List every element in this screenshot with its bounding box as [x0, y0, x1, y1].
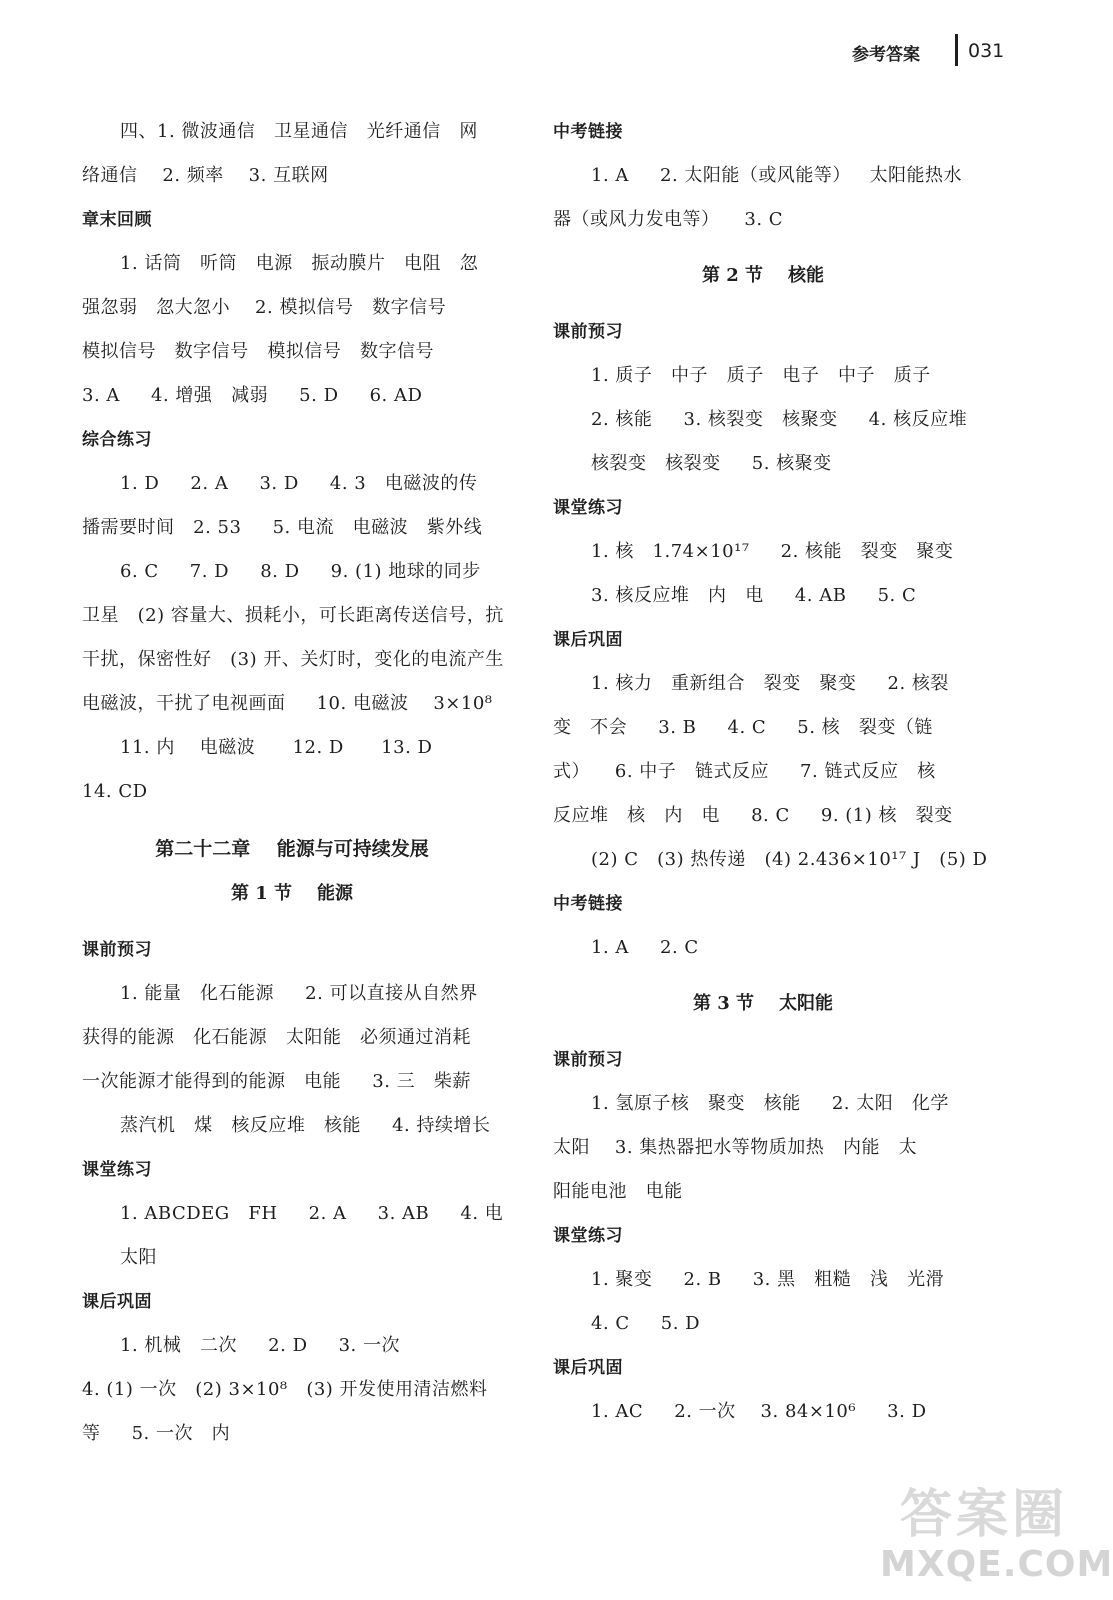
left-column: [82, 110, 502, 1456]
answer-line: 四、1. 微波通信 卫星通信 光纤通信 网: [120, 121, 478, 142]
answer-line: 卫星 (2) 容量大、损耗小，可长距离传送信号，抗: [82, 605, 504, 626]
chapter-review-heading: 章末回顾: [82, 210, 152, 230]
section-title: 第 1 节 能源: [230, 883, 354, 904]
answer-line: 1. 聚变 2. B 3. 黑 粗糙 浅 光滑: [591, 1269, 945, 1290]
preview-heading: 课前预习: [82, 940, 152, 960]
right-column: [553, 110, 988, 1434]
answer-line: 1. 话筒 听筒 电源 振动膜片 电阻 忽: [120, 253, 479, 274]
page-header: [0, 34, 1089, 74]
answer-line: 变 不会 3. B 4. C 5. 核 裂变（链: [553, 717, 933, 738]
class-practice-heading: 课堂练习: [553, 1226, 623, 1246]
page-number: 031: [968, 40, 1005, 62]
answer-line: 2. 核能 3. 核裂变 核聚变 4. 核反应堆: [591, 409, 968, 430]
answer-line: 蒸汽机 煤 核反应堆 核能 4. 持续增长: [120, 1115, 491, 1136]
class-practice-heading: 课堂练习: [553, 498, 623, 518]
answer-line: 1. 质子 中子 质子 电子 中子 质子: [591, 365, 931, 386]
chapter-title: 第二十二章 能源与可持续发展: [155, 838, 429, 860]
answer-line: 1. D 2. A 3. D 4. 3 电磁波的传: [120, 473, 478, 494]
preview-heading: 课前预习: [553, 1050, 623, 1070]
answer-line: 1. 能量 化石能源 2. 可以直接从自然界: [120, 983, 478, 1004]
exam-link-heading: 中考链接: [553, 122, 623, 142]
answer-line: 式） 6. 中子 链式反应 7. 链式反应 核: [553, 761, 936, 782]
watermark-text: MXQE.COM: [880, 1544, 1113, 1585]
answer-line: 太阳: [120, 1247, 157, 1268]
after-class-heading: 课后巩固: [553, 1358, 623, 1378]
answer-line: 1. A 2. 太阳能（或风能等） 太阳能热水: [591, 165, 963, 186]
answer-line: 4. C 5. D: [591, 1313, 701, 1334]
answer-line: 模拟信号 数字信号 模拟信号 数字信号: [82, 341, 434, 362]
answer-line: 1. ABCDEG FH 2. A 3. AB 4. 电: [120, 1203, 504, 1224]
answer-line: 电磁波，干扰了电视画面 10. 电磁波 3×10⁸: [82, 693, 493, 714]
answer-line: 3. A 4. 增强 减弱 5. D 6. AD: [82, 385, 423, 406]
answer-line: 获得的能源 化石能源 太阳能 必须通过消耗: [82, 1027, 471, 1048]
after-class-heading: 课后巩固: [553, 630, 623, 650]
answer-line: 1. 氢原子核 聚变 核能 2. 太阳 化学: [591, 1093, 949, 1114]
header-label: 参考答案: [852, 45, 920, 65]
header-divider: [955, 34, 958, 66]
class-practice-heading: 课堂练习: [82, 1160, 152, 1180]
exam-link-heading: 中考链接: [553, 894, 623, 914]
answer-line: 3. 核反应堆 内 电 4. AB 5. C: [591, 585, 917, 606]
answer-line: 核裂变 核裂变 5. 核聚变: [591, 453, 832, 474]
answer-line: 等 5. 一次 内: [82, 1423, 231, 1444]
answer-line: 1. A 2. C: [591, 937, 699, 958]
answer-line: 1. 核力 重新组合 裂变 聚变 2. 核裂: [591, 673, 949, 694]
answer-line: 1. 机械 二次 2. D 3. 一次: [120, 1335, 400, 1356]
answer-line: 干扰，保密性好 (3) 开、关灯时，变化的电流产生: [82, 649, 504, 670]
answer-line: 络通信 2. 频率 3. 互联网: [82, 165, 329, 186]
answer-line: (2) C (3) 热传递 (4) 2.436×10¹⁷ J (5) D: [591, 849, 988, 870]
answer-line: 6. C 7. D 8. D 9. (1) 地球的同步: [120, 561, 481, 582]
answer-line: 一次能源才能得到的能源 电能 3. 三 柴薪: [82, 1071, 471, 1092]
after-class-heading: 课后巩固: [82, 1292, 152, 1312]
comprehensive-heading: 综合练习: [82, 430, 152, 450]
preview-heading: 课前预习: [553, 322, 623, 342]
answer-line: 4. (1) 一次 (2) 3×10⁸ (3) 开发使用清洁燃料: [82, 1379, 488, 1400]
answer-line: 反应堆 核 内 电 8. C 9. (1) 核 裂变: [553, 805, 953, 826]
answer-line: 11. 内 电磁波 12. D 13. D: [120, 737, 433, 758]
answer-line: 14. CD: [82, 781, 148, 802]
answer-line: 1. 核 1.74×10¹⁷ 2. 核能 裂变 聚变: [591, 541, 954, 562]
watermark-logo: 答案圈: [900, 1485, 1069, 1545]
answer-line: 阳能电池 电能: [553, 1181, 683, 1202]
answer-line: 太阳 3. 集热器把水等物质加热 内能 太: [553, 1137, 918, 1158]
answer-line: 器（或风力发电等） 3. C: [553, 209, 784, 230]
answer-line: 强忽弱 忽大忽小 2. 模拟信号 数字信号: [82, 297, 447, 318]
answer-line: 播需要时间 2. 53 5. 电流 电磁波 紫外线: [82, 517, 483, 538]
section-title: 第 2 节 核能: [701, 265, 825, 286]
answer-line: 1. AC 2. 一次 3. 84×10⁶ 3. D: [591, 1401, 927, 1422]
watermark: [880, 1472, 1113, 1597]
section-title: 第 3 节 太阳能: [692, 993, 834, 1014]
